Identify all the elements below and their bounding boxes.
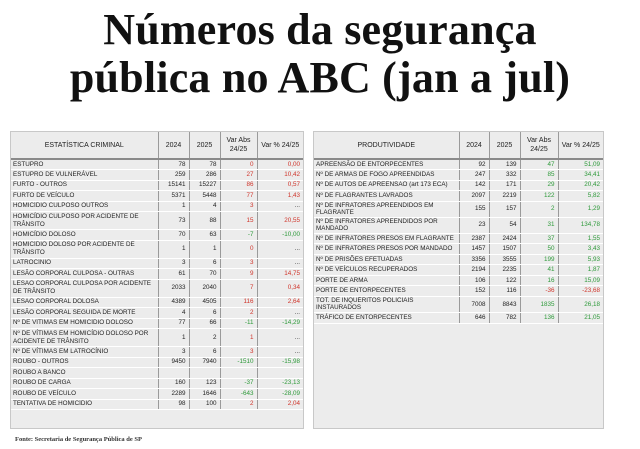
column-header-2025: 2025: [489, 132, 520, 159]
value-2025: 6: [189, 347, 220, 358]
var-abs-value: -7: [220, 230, 257, 241]
var-pct-value: 0,00: [257, 159, 303, 170]
table-row: [11, 308, 303, 319]
value-2025: 88: [189, 212, 220, 230]
value-2024: 1: [158, 240, 189, 258]
table-row: [11, 269, 303, 280]
value-2024: 155: [459, 201, 489, 217]
value-2024: 1: [158, 329, 189, 347]
var-pct-value: [257, 368, 303, 379]
value-2025: 157: [489, 201, 520, 217]
value-2024: 3: [158, 347, 189, 358]
var-abs-value: 2: [220, 308, 257, 319]
value-2024: 15141: [158, 180, 189, 191]
value-2025: 3555: [489, 254, 520, 265]
table-row: [11, 279, 303, 297]
var-pct-value: -10,00: [257, 230, 303, 241]
row-label: HOMICÍDIO DOLOSO POR ACIDENTE DE TRÂNSITO: [11, 240, 158, 258]
value-2025: 122: [489, 275, 520, 286]
table-row: [314, 180, 603, 191]
value-2025: 5448: [189, 191, 220, 202]
value-2024: 2033: [158, 279, 189, 297]
var-abs-value: 199: [520, 254, 558, 265]
table-row: [11, 240, 303, 258]
var-abs-value: 16: [520, 275, 558, 286]
table-row: [11, 297, 303, 308]
var-abs-value: 122: [520, 191, 558, 202]
row-label: Nº DE VÍTIMAS EM LATROCÍNIO: [11, 347, 158, 358]
var-pct-value: 5,93: [558, 254, 603, 265]
value-2024: 4: [158, 308, 189, 319]
row-label: Nº DE ARMAS DE FOGO APREENDIDAS: [314, 170, 459, 181]
table-row: [11, 191, 303, 202]
var-abs-value: 47: [520, 159, 558, 170]
value-2025: 2040: [189, 279, 220, 297]
value-2025: 116: [489, 286, 520, 297]
value-2025: 66: [189, 318, 220, 329]
table-row: [11, 318, 303, 329]
value-2025: 1: [189, 240, 220, 258]
var-pct-value: 20,42: [558, 180, 603, 191]
column-header-var-abs: Var Abs 24/25: [220, 132, 257, 159]
row-label: TENTATIVA DE HOMICÍDIO: [11, 399, 158, 410]
var-abs-value: 3: [220, 347, 257, 358]
row-label: Nº DE VEÍCULOS RECUPERADOS: [314, 265, 459, 276]
value-2024: 2097: [459, 191, 489, 202]
table-row: [314, 254, 603, 265]
var-pct-value: -15,98: [257, 357, 303, 368]
row-label: ROUBO - OUTROS: [11, 357, 158, 368]
value-2024: 160: [158, 378, 189, 389]
row-label: TOT. DE INQUÉRITOS POLICIAIS INSTAURADOS: [314, 296, 459, 312]
row-label: HOMICÍDIO DOLOSO: [11, 230, 158, 241]
value-2025: 6: [189, 258, 220, 269]
var-pct-value: 10,42: [257, 170, 303, 181]
var-pct-value: -28,09: [257, 389, 303, 400]
value-2025: 100: [189, 399, 220, 410]
var-pct-value: ...: [257, 201, 303, 212]
row-label: Nº DE INFRATORES PRESOS EM FLAGRANTE: [314, 233, 459, 244]
row-label: FURTO - OUTROS: [11, 180, 158, 191]
criminal-statistics-panel: [10, 131, 304, 429]
var-pct-value: 20,55: [257, 212, 303, 230]
var-pct-value: 15,09: [558, 275, 603, 286]
value-2024: 3356: [459, 254, 489, 265]
table-row: [11, 258, 303, 269]
row-label: ESTUPRO: [11, 159, 158, 170]
table-row: [11, 399, 303, 410]
column-header-2025: 2025: [189, 132, 220, 159]
value-2024: 77: [158, 318, 189, 329]
value-2025: 2219: [489, 191, 520, 202]
var-abs-value: -36: [520, 286, 558, 297]
value-2024: 7008: [459, 296, 489, 312]
row-label: HOMICÍDIO CULPOSO POR ACIDENTE DE TRÂNSITO: [11, 212, 158, 230]
table-row: [11, 347, 303, 358]
row-label: LESÃO CORPORAL CULPOSA POR ACIDENTE DE TRÂNSITO: [11, 279, 158, 297]
var-abs-value: 136: [520, 313, 558, 324]
table-row: [314, 217, 603, 233]
value-2024: 247: [459, 170, 489, 181]
var-pct-value: -23,13: [257, 378, 303, 389]
table-row: [314, 201, 603, 217]
value-2024: [158, 368, 189, 379]
column-header-2024: 2024: [158, 132, 189, 159]
row-label: Nº DE VÍTIMAS EM HOMICÍDIO DOLOSO POR ACIDENTE DE TRÂNSITO: [11, 329, 158, 347]
row-label: PORTE DE ENTORPECENTES: [314, 286, 459, 297]
var-pct-value: 1,43: [257, 191, 303, 202]
row-label: FURTO DE VEÍCULO: [11, 191, 158, 202]
productivity-panel: [313, 131, 604, 429]
column-header-var-pct: Var % 24/25: [257, 132, 303, 159]
source-footer: Fonte: Secretaria de Segurança Pública de SP: [15, 436, 142, 443]
value-2025: 4: [189, 201, 220, 212]
value-2024: 92: [459, 159, 489, 170]
column-header-label: PRODUTIVIDADE: [314, 132, 459, 159]
var-pct-value: 134,78: [558, 217, 603, 233]
value-2024: 98: [158, 399, 189, 410]
row-label: Nº DE INFRATORES PRESOS POR MANDADO: [314, 244, 459, 255]
column-header-label: ESTATÍSTICA CRIMINAL: [11, 132, 158, 159]
value-2024: 2387: [459, 233, 489, 244]
value-2024: 9450: [158, 357, 189, 368]
productivity-body: [314, 159, 603, 323]
var-abs-value: 7: [220, 279, 257, 297]
table-row: [314, 244, 603, 255]
title-line-2: pública no ABC (jan a jul): [69, 53, 571, 102]
var-pct-value: -23,68: [558, 286, 603, 297]
value-2025: 286: [189, 170, 220, 181]
var-pct-value: 14,75: [257, 269, 303, 280]
var-abs-value: 27: [220, 170, 257, 181]
value-2024: 2194: [459, 265, 489, 276]
row-label: Nº DE VÍTIMAS EM HOMICÍDIO DOLOSO: [11, 318, 158, 329]
var-abs-value: 15: [220, 212, 257, 230]
table-row: [314, 191, 603, 202]
var-abs-value: 37: [520, 233, 558, 244]
table-row: [11, 368, 303, 379]
var-pct-value: 2,64: [257, 297, 303, 308]
table-row: [314, 296, 603, 312]
table-row: [314, 275, 603, 286]
var-pct-value: 1,87: [558, 265, 603, 276]
row-label: ROUBO A BANCO: [11, 368, 158, 379]
row-label: Nº DE INFRATORES APREENDIDOS EM FLAGRANTE: [314, 201, 459, 217]
value-2025: 332: [489, 170, 520, 181]
value-2025: 15227: [189, 180, 220, 191]
var-abs-value: 2: [220, 399, 257, 410]
var-abs-value: 2: [520, 201, 558, 217]
value-2024: 4389: [158, 297, 189, 308]
value-2025: 2424: [489, 233, 520, 244]
column-header-2024: 2024: [459, 132, 489, 159]
var-pct-value: 5,82: [558, 191, 603, 202]
criminal-statistics-body: [11, 159, 303, 410]
var-abs-value: [220, 368, 257, 379]
row-label: Nº DE INFRATORES APREENDIDOS POR MANDADO: [314, 217, 459, 233]
var-pct-value: 0,34: [257, 279, 303, 297]
var-abs-value: 31: [520, 217, 558, 233]
table-row: [314, 170, 603, 181]
var-pct-value: ...: [257, 329, 303, 347]
value-2025: 6: [189, 308, 220, 319]
table-header-row: [314, 132, 603, 159]
table-row: [11, 201, 303, 212]
value-2024: 5371: [158, 191, 189, 202]
value-2025: 78: [189, 159, 220, 170]
table-row: [11, 159, 303, 170]
value-2025: 54: [489, 217, 520, 233]
var-abs-value: 77: [220, 191, 257, 202]
var-abs-value: -643: [220, 389, 257, 400]
value-2025: 63: [189, 230, 220, 241]
var-abs-value: 29: [520, 180, 558, 191]
table-row: [11, 329, 303, 347]
var-abs-value: 3: [220, 201, 257, 212]
var-abs-value: 0: [220, 240, 257, 258]
value-2024: 61: [158, 269, 189, 280]
value-2024: 152: [459, 286, 489, 297]
table-row: [314, 265, 603, 276]
value-2025: 123: [189, 378, 220, 389]
row-label: TRÁFICO DE ENTORPECENTES: [314, 313, 459, 324]
row-label: Nº DE PRISÕES EFETUADAS: [314, 254, 459, 265]
value-2024: 142: [459, 180, 489, 191]
value-2025: 70: [189, 269, 220, 280]
row-label: Nº DE FLAGRANTES LAVRADOS: [314, 191, 459, 202]
title-line-1: Números da segurança: [103, 5, 537, 54]
value-2024: 259: [158, 170, 189, 181]
value-2025: [189, 368, 220, 379]
var-abs-value: 3: [220, 258, 257, 269]
row-label: LATROCÍNIO: [11, 258, 158, 269]
table-header-row: [11, 132, 303, 159]
productivity-table: [314, 132, 603, 324]
var-abs-value: 41: [520, 265, 558, 276]
value-2025: 782: [489, 313, 520, 324]
value-2024: 23: [459, 217, 489, 233]
value-2024: 1457: [459, 244, 489, 255]
value-2024: 70: [158, 230, 189, 241]
column-header-var-abs: Var Abs 24/25: [520, 132, 558, 159]
row-label: ESTUPRO DE VULNERÁVEL: [11, 170, 158, 181]
table-row: [11, 230, 303, 241]
criminal-statistics-table: [11, 132, 303, 410]
value-2024: 106: [459, 275, 489, 286]
var-abs-value: -37: [220, 378, 257, 389]
row-label: ROUBO DE CARGA: [11, 378, 158, 389]
table-row: [11, 170, 303, 181]
value-2025: 1646: [189, 389, 220, 400]
var-pct-value: ...: [257, 240, 303, 258]
table-row: [11, 357, 303, 368]
var-pct-value: 0,57: [257, 180, 303, 191]
var-abs-value: 0: [220, 159, 257, 170]
table-row: [314, 233, 603, 244]
var-pct-value: 34,41: [558, 170, 603, 181]
column-header-var-pct: Var % 24/25: [558, 132, 603, 159]
var-abs-value: 85: [520, 170, 558, 181]
value-2025: 7940: [189, 357, 220, 368]
value-2025: 2: [189, 329, 220, 347]
var-pct-value: ...: [257, 347, 303, 358]
table-row: [11, 212, 303, 230]
value-2024: 646: [459, 313, 489, 324]
var-pct-value: 1,29: [558, 201, 603, 217]
var-pct-value: ...: [257, 308, 303, 319]
var-abs-value: 1: [220, 329, 257, 347]
var-abs-value: 116: [220, 297, 257, 308]
table-row: [314, 159, 603, 170]
table-row: [11, 180, 303, 191]
row-label: LESÃO CORPORAL DOLOSA: [11, 297, 158, 308]
value-2025: 1507: [489, 244, 520, 255]
var-abs-value: 1835: [520, 296, 558, 312]
row-label: Nº DE AUTOS DE APREENSÃO (art 173 ECA): [314, 180, 459, 191]
row-label: PORTE DE ARMA: [314, 275, 459, 286]
table-row: [11, 378, 303, 389]
value-2024: 78: [158, 159, 189, 170]
var-pct-value: -14,29: [257, 318, 303, 329]
row-label: LESÃO CORPORAL CULPOSA - OUTRAS: [11, 269, 158, 280]
value-2024: 73: [158, 212, 189, 230]
row-label: LESÃO CORPORAL SEGUIDA DE MORTE: [11, 308, 158, 319]
article-title: [0, 6, 640, 102]
value-2024: 3: [158, 258, 189, 269]
row-label: HOMICÍDIO CULPOSO OUTROS: [11, 201, 158, 212]
value-2025: 8843: [489, 296, 520, 312]
var-pct-value: 26,18: [558, 296, 603, 312]
table-row: [314, 286, 603, 297]
var-pct-value: 51,09: [558, 159, 603, 170]
row-label: ROUBO DE VEÍCULO: [11, 389, 158, 400]
var-abs-value: 50: [520, 244, 558, 255]
var-abs-value: 9: [220, 269, 257, 280]
var-abs-value: 86: [220, 180, 257, 191]
value-2025: 2235: [489, 265, 520, 276]
value-2024: 2289: [158, 389, 189, 400]
table-row: [314, 313, 603, 324]
row-label: APREENSÃO DE ENTORPECENTES: [314, 159, 459, 170]
var-pct-value: 3,43: [558, 244, 603, 255]
table-row: [11, 389, 303, 400]
var-abs-value: -11: [220, 318, 257, 329]
var-pct-value: ...: [257, 258, 303, 269]
var-pct-value: 1,55: [558, 233, 603, 244]
var-pct-value: 2,04: [257, 399, 303, 410]
value-2025: 139: [489, 159, 520, 170]
value-2025: 4505: [189, 297, 220, 308]
value-2024: 1: [158, 201, 189, 212]
var-abs-value: -1510: [220, 357, 257, 368]
value-2025: 171: [489, 180, 520, 191]
var-pct-value: 21,05: [558, 313, 603, 324]
